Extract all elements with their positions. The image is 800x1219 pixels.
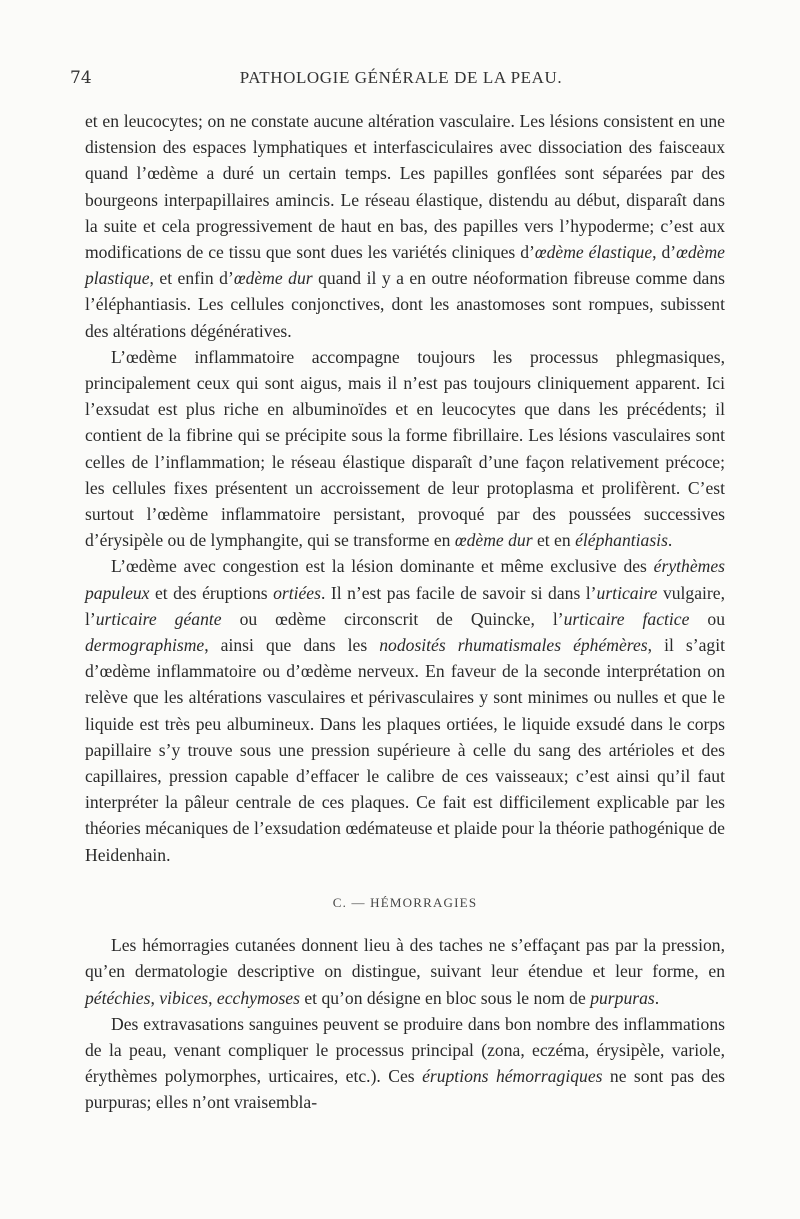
italic-term: urticaire géante — [95, 608, 222, 629]
italic-term: éruptions hémorragiques — [422, 1066, 603, 1087]
italic-term: œdème élastique — [534, 242, 653, 263]
text-run: et qu’on désigne en bloc sous le nom de — [299, 987, 591, 1008]
text-run: ne sont pas des purpuras; elles n’ont vraisembla- — [85, 1066, 725, 1113]
running-title: PATHOLOGIE GÉNÉRALE DE LA PEAU. — [239, 68, 563, 87]
text-run: , — [150, 987, 160, 1008]
page-body — [85, 108, 725, 1116]
italic-term: œdème dur — [233, 268, 313, 289]
italic-term: nodosités rhumatismales éphémères — [379, 635, 648, 656]
text-run: vulgaire, l’ — [85, 582, 725, 629]
italic-term: purpuras — [590, 987, 655, 1008]
paragraph-oedeme-congestion — [85, 553, 725, 867]
italic-term: pétéchies — [85, 987, 151, 1008]
text-run: , — [208, 987, 217, 1008]
italic-term: ecchymoses — [216, 987, 300, 1008]
italic-term: vibices — [159, 987, 209, 1008]
paragraph-oedeme-nerveux-lesions — [85, 108, 725, 344]
italic-term: œdème plastique — [85, 242, 725, 289]
text-run: L’œdème avec congestion est la lésion dominante et même exclusive des — [111, 556, 654, 577]
italic-term: urticaire — [596, 582, 658, 603]
text-run: Des extravasations sanguines peuvent se produire dans bon nombre des inflammations de la peau, venant compliquer le processus principal (zona, eczéma, érysipèle, variole, érythèmes polymorphes, urticaires, etc.). Ces — [85, 1013, 725, 1087]
italic-term: dermographisme — [85, 635, 205, 656]
text-run: et en leucocytes; on ne constate aucune altération vasculaire. Les lésions consistent en une distension des espaces lymphatiques et interfasciculaires avec dissociation des faisceaux quand l’œdème a duré un certain temps. Les papilles gonflées sont séparées par des bourgeons interpapillaires amincis. Le réseau élastique, distendu au début, disparaît dans la suite et cela progressivement de haut en bas, des papilles vers l’hypoderme; c’est aux modifications de ce tissu que sont dues les variétés cliniques d’ — [85, 111, 725, 263]
text-run: quand il y a en outre néoformation fibreuse comme dans l’éléphantiasis. Les cellules conjonctives, dont les anastomoses sont rompues, subissent des altérations dégénératives. — [85, 268, 725, 341]
text-run: , ainsi que dans les — [204, 635, 380, 656]
text-run: et des éruptions — [149, 582, 274, 603]
paragraph-oedeme-inflammatoire — [85, 344, 725, 554]
italic-term: urticaire factice — [563, 608, 690, 629]
text-run: , il s’agit d’œdème inflammatoire ou d’œdème nerveux. En faveur de la seconde interprétation on relève que les altérations vasculaires et périvasculaires y sont minimes ou nulles et que le liquide est très peu albumineux. Dans les plaques ortiées, le liquide exsudé dans le corps papillaire s’y trouve sous une pression supérieure à celle du sang des artérioles et des capillaires, pression capable d’effacer le calibre de ces vaisseaux; c’est ainsi qu’il faut interpréter la pâleur centrale de ces plaques. Ce fait est difficilement explicable par les théories mécaniques de l’exsudation œdémateuse et plaide pour la théorie pathogénique de Heidenhain. — [85, 635, 725, 865]
italic-term: œdème dur — [454, 530, 533, 551]
text-run: . Il n’est pas facile de savoir si dans l’ — [320, 582, 597, 603]
text-run: ou œdème circonscrit de Quincke, l’ — [221, 608, 564, 629]
text-run: L’œdème inflammatoire accompagne toujours les processus phlegmasiques, principalement ceux qui sont aigus, mais il n’est pas toujours cliniquement apparent. Ici l’exsudat est plus riche en albuminoïdes et en leucocytes que dans les précédents; il contient de la fibrine qui se précipite sous la forme fibrillaire. Les lésions vasculaires sont celles de l’inflammation; le réseau élastique disparaît d’une façon relativement précoce; les cellules fixes présentent un accroissement de leur protoplasma et prolifèrent. C’est surtout l’œdème inflammatoire persistant, provoqué par des poussées successives d’érysipèle ou de lymphangite, qui se transforme en — [85, 346, 725, 551]
italic-term: érythèmes papuleux — [85, 556, 725, 603]
paragraph-extravasations — [85, 1011, 725, 1116]
section-heading: C. — HÉMORRAGIES — [332, 894, 478, 910]
text-run: Les hémorragies cutanées donnent lieu à des taches ne s’effaçant pas par la pression, qu’en dermatologie descriptive on distingue, suivant leur étendue et leur forme, en — [85, 935, 725, 982]
italic-term: éléphantiasis — [575, 530, 668, 551]
text-run: , d’ — [652, 242, 677, 263]
page-header — [70, 62, 732, 92]
text-run: et en — [532, 530, 576, 551]
text-run: . — [667, 530, 673, 551]
paragraph-hemorragies-cutanees — [85, 932, 725, 1011]
text-run: , et enfin d’ — [149, 268, 234, 289]
text-run: ou — [689, 608, 726, 629]
page-number: 74 — [70, 68, 92, 88]
italic-term: ortiées — [273, 582, 321, 603]
text-run: . — [654, 987, 660, 1008]
